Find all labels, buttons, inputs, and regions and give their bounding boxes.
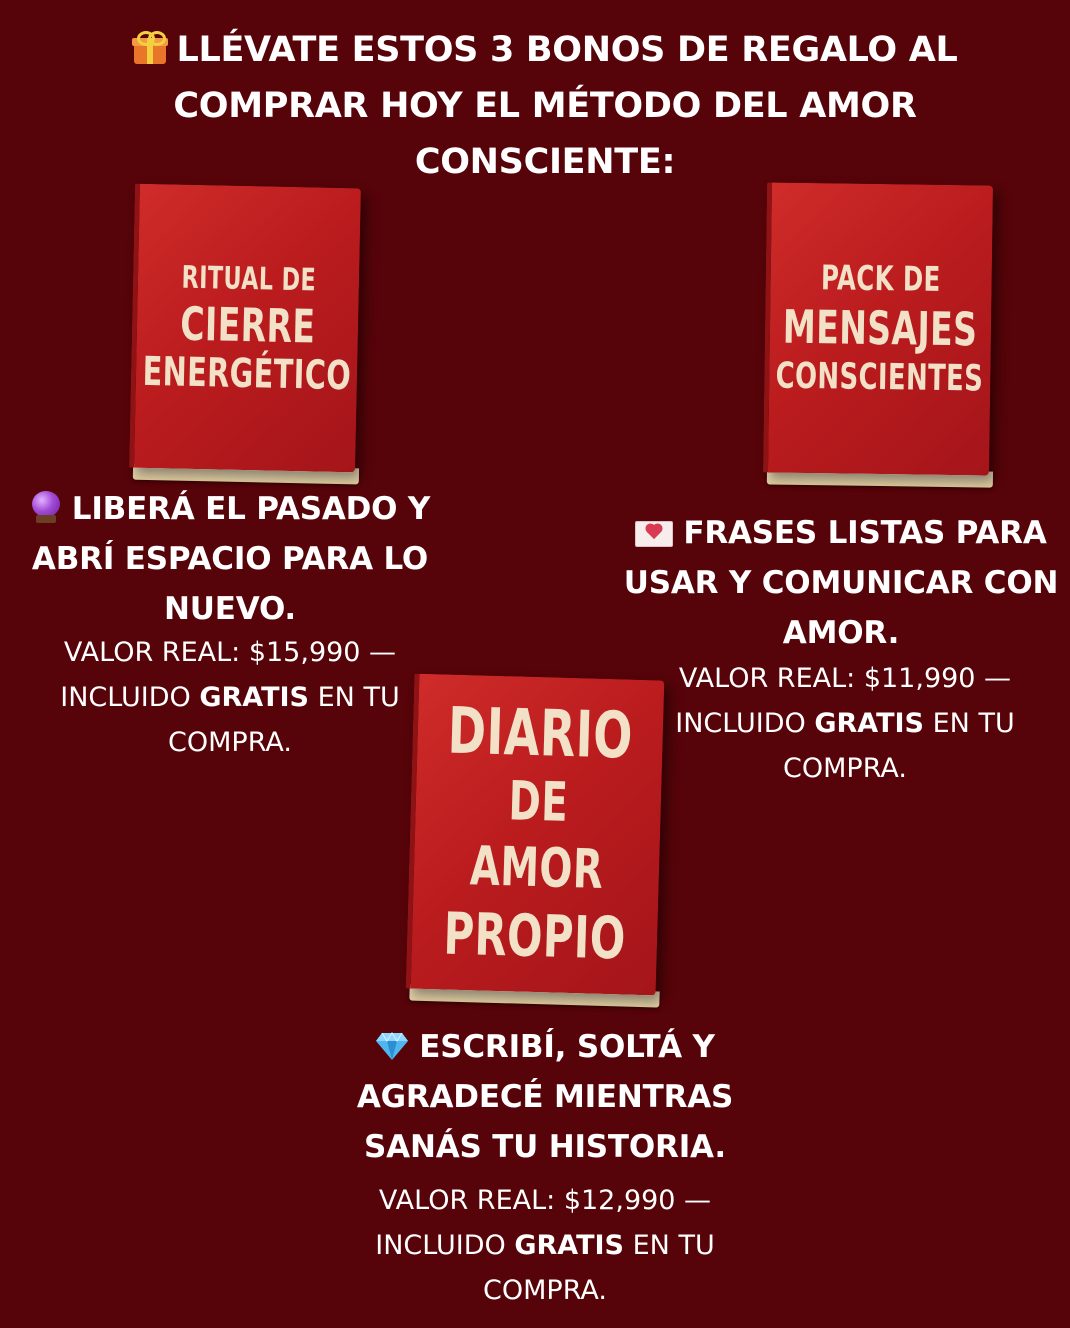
book-cover	[406, 674, 665, 996]
book-title-line: CIERRE	[179, 296, 316, 354]
book-cover	[129, 184, 361, 473]
book-title-line: PROPIO	[442, 899, 627, 973]
book-title-line: PACK DE	[821, 258, 942, 300]
gift-icon	[132, 31, 168, 65]
love-letter-icon	[635, 521, 673, 547]
bonus-price	[20, 630, 440, 765]
price-prefix: VALOR REAL: $11,990 — INCLUIDO	[675, 663, 1012, 739]
book-title-line: DIARIO	[446, 694, 634, 774]
bonus-description	[612, 508, 1070, 658]
book-cover-diario	[406, 674, 665, 996]
bonus-description	[330, 1022, 760, 1172]
book-title-line: MENSAJES	[782, 299, 979, 357]
price-prefix: VALOR REAL: $15,990 — INCLUIDO	[60, 637, 397, 713]
price-suffix: EN TU COMPRA.	[783, 708, 1015, 784]
book-title-line: CONSCIENTES	[775, 355, 984, 400]
bonus-description-text: ESCRIBÍ, SOLTÁ Y AGRADECÉ MIENTRAS SANÁS TU HISTORIA.	[356, 1029, 734, 1165]
book-title	[142, 257, 353, 399]
book-cover	[763, 182, 993, 475]
price-free-label: GRATIS	[514, 1230, 625, 1261]
headline	[120, 22, 970, 190]
bonus-description-text: FRASES LISTAS PARA USAR Y COMUNICAR CON AMOR.	[623, 515, 1059, 651]
price-prefix: VALOR REAL: $12,990 — INCLUIDO	[375, 1185, 712, 1261]
bonus-description-text: LIBERÁ EL PASADO Y ABRÍ ESPACIO PARA LO NUEVO.	[31, 491, 431, 627]
bonus-price	[340, 1178, 750, 1313]
book-cover-ritual	[129, 184, 361, 473]
price-suffix: EN TU COMPRA.	[483, 1230, 715, 1306]
price-free-label: GRATIS	[199, 682, 310, 713]
bonus-price	[640, 656, 1050, 791]
book-title	[776, 256, 985, 403]
book-cover-mensajes	[763, 182, 993, 475]
book-title-line: RITUAL DE	[180, 259, 317, 299]
price-free-label: GRATIS	[814, 708, 925, 739]
crystal-ball-icon	[30, 491, 62, 523]
book-title-line: ENERGÉTICO	[141, 348, 352, 400]
book-title	[441, 696, 634, 973]
gem-icon	[375, 1031, 409, 1061]
headline-text: LLÉVATE ESTOS 3 BONOS DE REGALO AL COMPRAR HOY EL MÉTODO DEL AMOR CONSCIENTE:	[173, 30, 958, 182]
book-title-line: DE AMOR	[469, 768, 605, 901]
price-suffix: EN TU COMPRA.	[168, 682, 400, 758]
bonus-description	[20, 484, 440, 634]
